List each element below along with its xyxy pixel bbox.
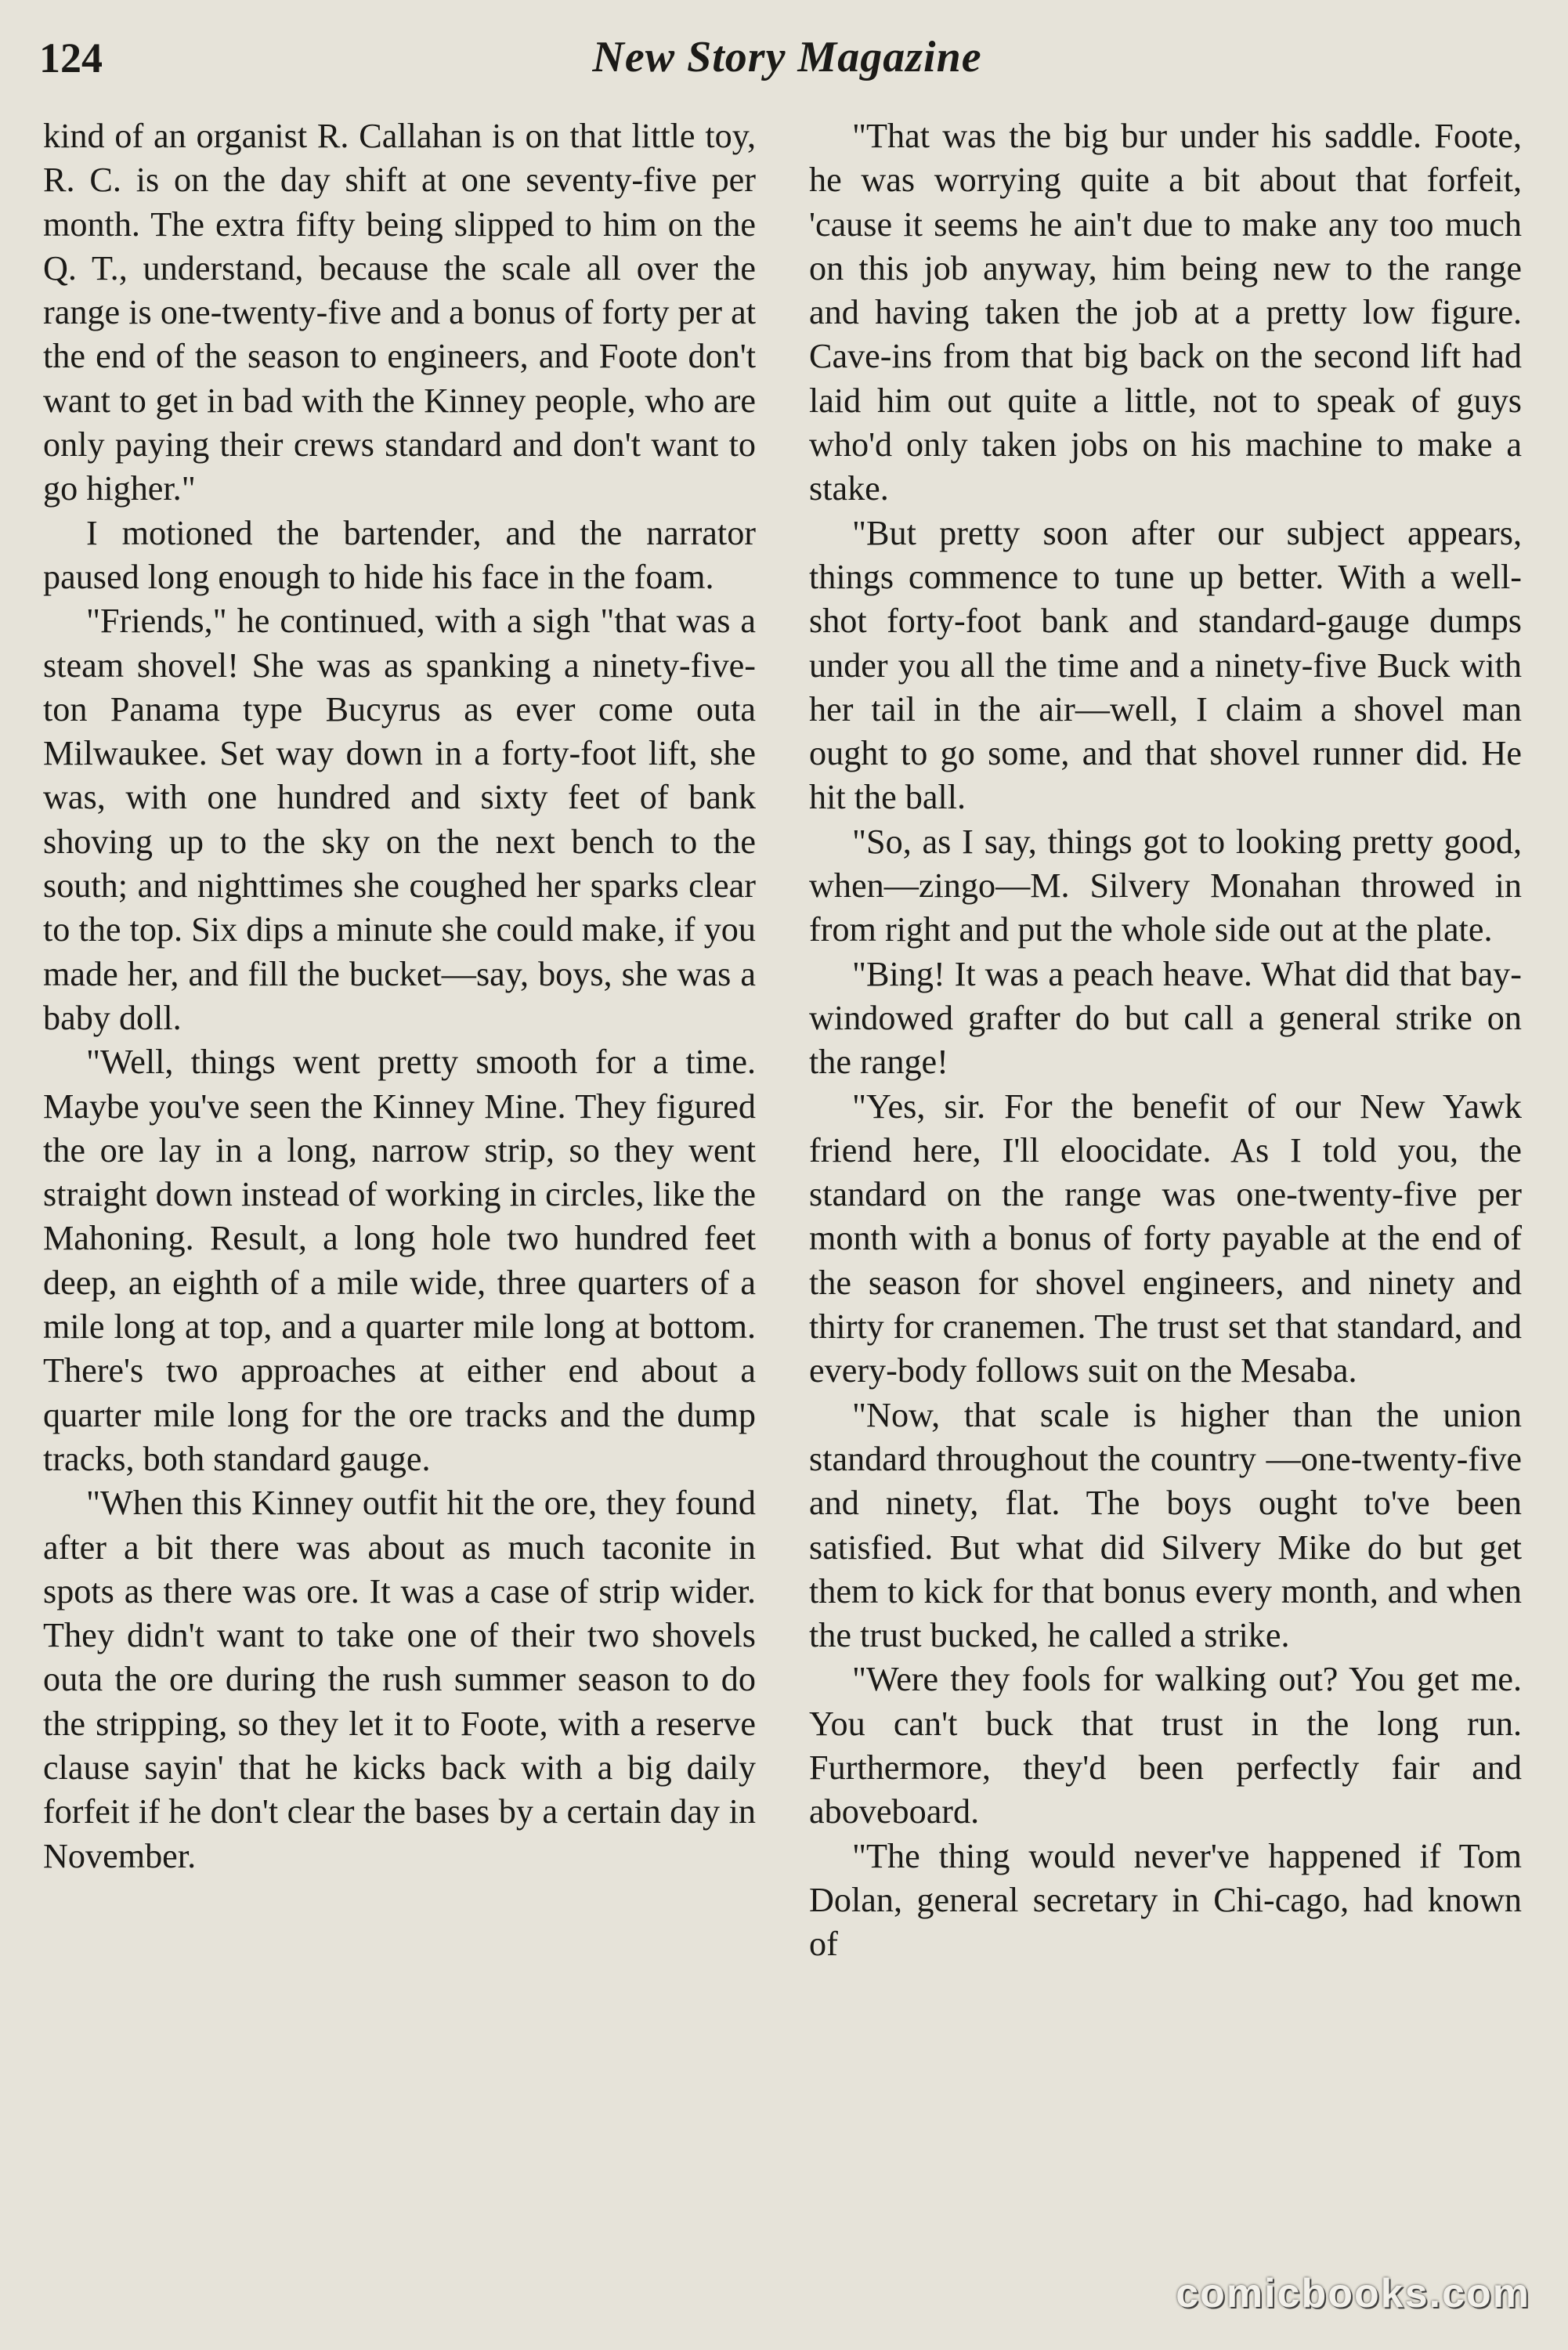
page-header	[39, 28, 1535, 91]
paragraph: "When this Kinney outfit hit the ore, they found after a bit there was about as much taconite in spots as there was ore. It was a case of strip wider. They didn't want to take one of their two shovels outa the ore during the rush summer season to do the stripping, so they let it to Foote, with a reserve clause sayin' that he kicks back with a big daily forfeit if he don't clear the bases by a certain day in November.	[43, 1484, 756, 1875]
watermark: comicbooks.com	[1176, 2271, 1530, 2316]
paragraph: "So, as I say, things got to looking pretty good, when—zingo—M. Silvery Monahan throwed in from right and put the whole side out at the plate.	[809, 822, 1522, 949]
paragraph: "Friends," he continued, with a sigh "that was a steam shovel! She was as spanking a ninety-five-ton Panama type Bucyrus as ever come outa Milwaukee. Set way down in a forty-foot lift, she was, with one hundred and sixty feet of bank shoving up to the sky on the next bench to the south; and nighttimes she coughed her sparks clear to the top. Six dips a minute she could make, if you made her, and fill the bucket—say, boys, she was a baby doll.	[43, 602, 756, 1037]
paragraph: I motioned the bartender, and the narrator paused long enough to hide his face in the foam.	[43, 513, 756, 596]
paragraph: "But pretty soon after our subject appears, things commence to tune up better. With a well-shot forty-foot bank and standard-gauge dumps under you all the time and a ninety-five Buck with her tail in the air—well, I claim a shovel man ought to go some, and that shovel runner did. He hit the ball.	[809, 513, 1522, 817]
paragraph: "Were they fools for walking out? You get me. You can't buck that trust in the long run. Furthermore, they'd been perfectly fair and aboveboard.	[809, 1660, 1522, 1831]
paragraph: "Well, things went pretty smooth for a time. Maybe you've seen the Kinney Mine. They figured the ore lay in a long, narrow strip, so they went straight down instead of working in circles, like the Mahoning. Result, a long hole two hundred feet deep, an eighth of a mile wide, three quarters of a mile long at top, and a quarter mile long at bottom. There's two approaches at either end about a quarter mile long for the ore tracks and the dump tracks, both standard gauge.	[43, 1043, 756, 1478]
left-column	[43, 114, 756, 1878]
paragraph: "The thing would never've happened if Tom Dolan, general secretary in Chi-cago, had known of	[809, 1836, 1522, 1964]
paragraph: kind of an organist R. Callahan is on that little toy, R. C. is on the day shift at one seventy-five per month. The extra fifty being slipped to him on the Q. T., understand, because the scale all over the range is one-twenty-five and a bonus of forty per at the end of the season to engineers, and Foote don't want to get in bad with the Kinney people, who are only paying their crews standard and don't want to go higher."	[43, 117, 756, 508]
right-column	[809, 114, 1522, 1966]
magazine-title: New Story Magazine	[592, 33, 982, 81]
page-number: 124	[39, 34, 103, 81]
paragraph: "Bing! It was a peach heave. What did that bay-windowed grafter do but call a general strike on the range!	[809, 954, 1522, 1082]
paragraph: "That was the big bur under his saddle. Foote, he was worrying quite a bit about that forfeit, 'cause it seems he ain't due to make any too much on this job anyway, him being new to the range and having taken the job at a pretty low figure. Cave-ins from that big back on the second lift had laid him out quite a little, not to speak of guys who'd only taken jobs on his machine to make a stake.	[809, 117, 1522, 508]
paragraph: "Yes, sir. For the benefit of our New Yawk friend here, I'll eloocidate. As I told you, the standard on the range was one-twenty-five per month with a bonus of forty payable at the end of the season for shovel engineers, and ninety and thirty for cranemen. The trust set that standard, and every-body follows suit on the Mesaba.	[809, 1086, 1522, 1390]
paragraph: "Now, that scale is higher than the union standard throughout the country —one-twenty-five and ninety, flat. The boys ought to've been satisfied. But what did Silvery Mike do but get them to kick for that bonus every month, and when the trust bucked, he called a strike.	[809, 1395, 1522, 1655]
